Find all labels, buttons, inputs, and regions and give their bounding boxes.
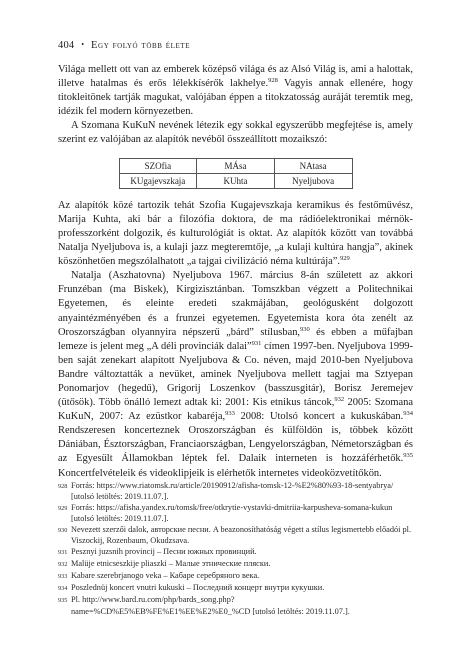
page-number: 404 (58, 40, 75, 51)
table-cell: NAtasa (274, 158, 352, 173)
paragraph (58, 63, 413, 119)
footnote (58, 524, 413, 546)
footnote (58, 594, 413, 616)
footnote-text: Kabare szerebrjanogo veka – Кабаре серебряного века. (71, 571, 260, 581)
footnote (58, 546, 413, 558)
text-span: A Szomana (71, 120, 123, 132)
footnote-ref: 934 (403, 410, 413, 418)
paragraph (58, 119, 413, 147)
footnotes (58, 480, 413, 617)
footnote (58, 502, 413, 524)
band-name: KuKuN (122, 120, 156, 132)
table-cell: KUgajevszkaja (119, 173, 197, 188)
text-span: Rendszeresen koncerteznek Oroszországban és külföldön is, többek között Dániában, Észtországban, Franciaországban, Lengyelországban, Németországban és az Egyesült Államokban léptek fel. Dalaik interneten is hozzáférhetők. (58, 425, 413, 465)
footnote-ref: 929 (340, 255, 350, 263)
footnote-number: 933 (58, 573, 68, 581)
footnote-ref: 935 (403, 452, 413, 460)
footnote (58, 558, 413, 570)
text-span: Az alapítók közé tartozik tehát Szofia Kugajevszkaja keramikus és festőművész, Marija Kuhta, aki bár a filozófia doktora, de ma rádióelektronikai mérnök-professzorként dolgozik, és kulturológiát is oktat. Az alapítók között van továbbá Natalja Nyeljubova is, a kulaji jazz megteremtője, „a kulaji kultúra hangja”, akinek köszönhetően megszólalhatott „a tajgai civilizáció néma kultúrája”. (58, 199, 413, 268)
text-span: és ebben a műfajban lemeze is jelent meg „A déli provinciák dalai” (58, 326, 414, 352)
footnote-text: Malüje etnicseszkije pliaszki – Малые этнические пляски. (71, 559, 271, 569)
footnote-text: Forrás: https://afisha.yandex.ru/tomsk/free/otkrytie-vystavki-dmitriia-karpusheva-somana-kukun [utolsó letöltés: 2019.11.07.]. (71, 503, 393, 524)
text-span: Világa mellett ott van az emberek középső világa és az Alsó Világ is, ami a halottak, illetve hatalmas és erős lélekkísérők lakhelye. (58, 64, 413, 90)
table-cell: KUhta (197, 173, 275, 188)
table-cell: SZOfia (119, 158, 197, 173)
main-text (58, 63, 413, 481)
paragraph (58, 199, 413, 269)
footnote-ref: 928 (268, 77, 278, 85)
footnote-number: 931 (58, 549, 68, 557)
footnote-number: 934 (58, 585, 68, 593)
footnote-ref: 930 (300, 325, 310, 333)
text-span: Natalja (Aszhatovna) Nyeljubova 1967. március 8-án született az akkori Frunzéban (ma Biskek), Kirgizisztánban. Tomszkban végzett a Politechnikai Egyetemen, és eleinte eredeti szakmájában, geológusként dolgozott anyaintézményében és a frunzei egyetemen. Egyetemista kora óta zenélt az Oroszországban olyannyira népszerű „bárd” stílusban, (58, 270, 413, 338)
footnote-text: Pl. http://www.bard.ru.com/php/bards_song.php?name=%CD%E5%EB%FE%E1%EE%E2%E0_%CD [utolsó letöltés: 2019.11.07.]. (71, 595, 350, 616)
footnote-text: Poszlednüj koncert vnutri kukuski – Последний концерт внутри кукушки. (71, 583, 325, 593)
running-title: Egy folyó több élete (91, 40, 191, 51)
footnote-ref: 933 (225, 410, 235, 418)
table-cell: MÁsa (197, 158, 275, 173)
footnote (58, 570, 413, 582)
footnote (58, 582, 413, 594)
table-row (119, 158, 352, 173)
header-separator: • (81, 40, 85, 49)
text-span: 2008: Utolsó koncert a kukuskában. (234, 411, 404, 423)
footnote-ref: 932 (334, 396, 345, 404)
text-span: Vagyis annak ellenére, hogy titokleitönek tartják magukat, valójában éppen a titokzatosság auráját teremtik meg, idézik fel modern környezetben. (58, 78, 413, 118)
text-span: címen 1997-ben. Nyeljubova 1999-ben saját zenekart alapított Nyeljubova & Co. néven, majd 2010-ben Nyeljubova Bandre változtatták a nevüket, aminek Nyeljubova mellett tagjai ma Sztyepan Ponomarjov (hegedű), Grigorij Loszenkov (basszusgitár), Borisz Jeremejev (ütősök). Több önálló lemezt adtak ki: 2001: Kis etnikus táncok, (58, 340, 413, 409)
text-span: Koncertfelvételeik és videoklipjeik is elérhetők internetes videoközvetítőkön. (58, 467, 382, 479)
footnote-text: Forrás: https://www.riatomsk.ru/article/20190912/afisha-tomsk-12-%E2%80%93-18-sentyabrya/ [utolsó letöltés: 2019.11.07.]. (71, 481, 394, 502)
running-header (58, 40, 418, 51)
table-cell: Nyeljubova (274, 173, 352, 188)
footnote (58, 480, 413, 502)
footnote-number: 928 (58, 483, 68, 490)
text-span: 2005: Szomana KuKuN, 2007: Az ezüstkor kabaréja, (58, 397, 413, 423)
footnote-number: 929 (58, 505, 68, 513)
acronym-table (119, 158, 353, 189)
table-row (119, 173, 352, 188)
paragraph (58, 269, 413, 480)
footnote-ref: 931 (251, 339, 262, 347)
footnote-number: 935 (58, 597, 68, 605)
footnote-text: Nevezett szerzői dalok, авторские песни. A beazonosíthatóság végett a stílus legismertebb előadói pl. Viszockij, Rozenbaum, Okudzsava. (71, 525, 412, 546)
footnote-text: Pesznyi juzsnih provincij – Песни южных провинций. (71, 547, 257, 557)
footnote-number: 930 (58, 527, 68, 535)
text-span: nevének létezik egy sokkal egyszerűbb megfejtése is, amely szerint ez valójában az alapítók nevéből összeállított mozaikszó: (58, 120, 413, 146)
footnote-number: 932 (58, 561, 68, 569)
